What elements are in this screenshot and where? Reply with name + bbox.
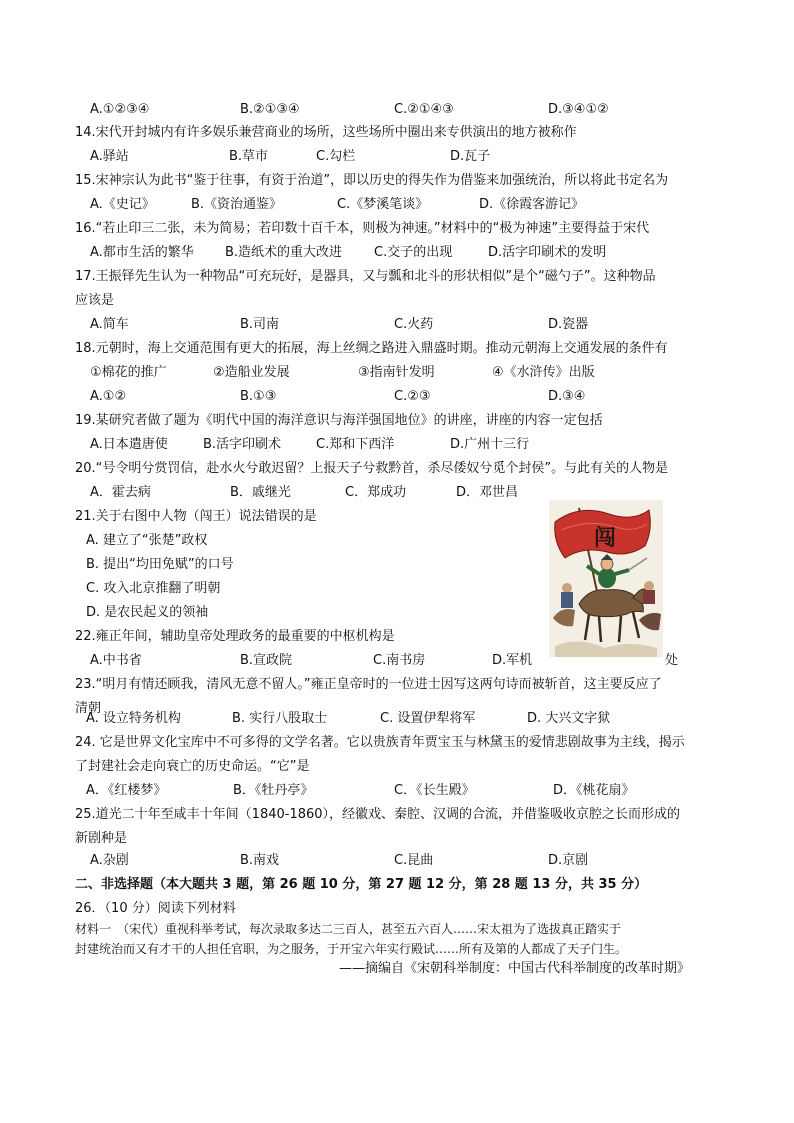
q21-option-d: D. 是农民起义的领袖 <box>86 605 209 620</box>
q18-option-a: A.①② <box>90 389 127 404</box>
q20-stem: 20.“号令明兮赏罚信，赴水火兮敢迟留？上报天子兮救黔首，杀尽倭奴兮觅个封侯”。与此有关的人物是 <box>75 461 669 476</box>
q25-stem-line2: 新剧种是 <box>75 831 128 846</box>
q18-item-2: ②造船业发展 <box>213 365 290 380</box>
q22-option-c: C.南书房 <box>373 653 426 668</box>
q17-option-c: C.火药 <box>394 317 434 332</box>
q25-option-b: B.南戏 <box>240 853 280 868</box>
q17-option-d: D.瓷器 <box>548 317 589 332</box>
q19-stem: 19.某研究者做了题为《明代中国的海洋意识与海洋强国地位》的讲座，讲座的内容一定包括 <box>75 413 603 428</box>
q20-option-a: A．霍去病 <box>90 485 151 500</box>
q15-option-d: D.《徐霞客游记》 <box>479 197 585 212</box>
q17-option-a: A.简车 <box>90 317 129 332</box>
q21-stem: 21.关于右图中人物（闯王）说法错误的是 <box>75 509 317 524</box>
q26-material-line1: 材料一 （宋代）重视科举考试，每次录取多达二三百人，甚至五六百人……宋太祖为了选拔真正踏实于 <box>75 922 622 936</box>
q15-option-a: A.《史记》 <box>90 197 155 212</box>
q21-option-a: A. 建立了“张楚”政权 <box>86 533 208 548</box>
banner-character: 闯 <box>593 525 617 551</box>
q24-option-b: B．《牡丹亭》 <box>233 783 314 798</box>
chuang-wang-illustration <box>549 500 663 657</box>
q15-stem: 15.宋神宗认为此书“鉴于往事，有资于治道”，即以历史的得失作为借鉴来加强统治，所以将此书定名为 <box>75 173 669 188</box>
q25-stem-line1: 25.道光二十年至咸丰十年间（1840-1860），经徽戏、秦腔、汉调的合流，并借鉴吸收京腔之长而形成的 <box>75 807 681 822</box>
q19-option-c: C.郑和下西洋 <box>316 437 395 452</box>
q18-option-d: D.③④ <box>548 389 586 404</box>
q23-option-a: A. 设立特务机构 <box>86 711 181 726</box>
q25-option-d: D.京剧 <box>548 853 589 868</box>
q20-option-c: C．郑成功 <box>345 485 407 500</box>
q16-option-d: D.活字印刷术的发明 <box>488 245 607 260</box>
q24-stem-line1: 24. 它是世界文化宝库中不可多得的文学名著。它以贵族青年贾宝玉与林黛玉的爱情悲剧故事为主线，揭示 <box>75 735 685 750</box>
q18-item-1: ①棉花的推广 <box>90 365 167 380</box>
q18-item-4: ④《水浒传》出版 <box>492 365 595 380</box>
q22-stem: 22.雍正年间，辅助皇帝处理政务的最重要的中枢机构是 <box>75 629 395 644</box>
q19-option-d: D.广州十三行 <box>450 437 530 452</box>
q16-option-c: C.交子的出现 <box>374 245 453 260</box>
section-heading: 二、非选择题（本大题共 3 题，第 26 题 10 分，第 27 题 12 分，第 28 题 13 分，共 35 分） <box>75 877 648 892</box>
q16-option-b: B.造纸术的重大改进 <box>225 245 343 260</box>
q26-material-line2: 封建统治而又有才干的人担任官职，为之服务，于开宝六年实行殿试……所有及第的人都成了天子门生。 <box>75 942 628 956</box>
q18-item-3: ③指南针发明 <box>358 365 435 380</box>
q21-option-c: C. 攻入北京推翻了明朝 <box>86 581 221 596</box>
q15-option-b: B.《资治通鉴》 <box>191 197 283 212</box>
q18-stem: 18.元朝时，海上交通范围有更大的拓展，海上丝绸之路进入鼎盛时期。推动元朝海上交通发展的条件有 <box>75 341 668 356</box>
q17-stem-line2: 应该是 <box>75 293 115 308</box>
q22-option-b: B.宣政院 <box>240 653 293 668</box>
q15-option-c: C.《梦溪笔谈》 <box>337 197 429 212</box>
q23-stem-line2: 清朝 <box>75 701 102 716</box>
q13-option-c: C.②①④③ <box>394 102 454 117</box>
q24-stem-line2: 了封建社会走向衰亡的历史命运。“它”是 <box>75 759 310 774</box>
q23-option-b: B. 实行八股取士 <box>232 711 328 726</box>
q21-option-b: B. 提出“均田免赋”的口号 <box>86 557 234 572</box>
q16-stem: 16.“若止印三二张，未为简易；若印数十百千本，则极为神速。”材料中的“极为神速”主要得益于宋代 <box>75 221 650 236</box>
q19-option-b: B.活字印刷术 <box>203 437 282 452</box>
q24-option-a: A．《红楼梦》 <box>86 783 167 798</box>
q13-option-d: D.③④①② <box>548 102 609 117</box>
q14-option-b: B.草市 <box>229 149 269 164</box>
q22-option-d: D.军机 <box>492 653 533 668</box>
q26-source: ——摘编自《宋朝科举制度：中国古代科举制度的改革时期》 <box>339 961 691 976</box>
q14-option-a: A.驿站 <box>90 149 129 164</box>
q23-option-d: D. 大兴文字狱 <box>527 711 611 726</box>
q20-option-d: D．邓世昌 <box>456 485 519 500</box>
q17-option-b: B.司南 <box>240 317 280 332</box>
q13-option-b: B.②①③④ <box>240 102 300 117</box>
q23-option-c: C. 设置伊犁将军 <box>380 711 476 726</box>
q14-stem: 14.宋代开封城内有许多娱乐兼营商业的场所，这些场所中圈出来专供演出的地方被称作 <box>75 125 577 140</box>
q14-option-c: C.勾栏 <box>316 149 356 164</box>
q17-stem-line1: 17.王振铎先生认为一种物品“可充玩好，是器具，又与瓢和北斗的形状相似”是个“磁勺子”。这种物品 <box>75 269 656 284</box>
q16-option-a: A.都市生活的繁华 <box>90 245 194 260</box>
q24-option-d: D．《桃花扇》 <box>553 783 635 798</box>
q26-stem: 26．（10 分）阅读下列材料 <box>75 901 236 916</box>
q25-option-a: A.杂剧 <box>90 853 129 868</box>
q23-stem-line1: 23.“明月有情还顾我，清风无意不留人。”雍正皇帝时的一位进士因写这两句诗而被斩首，这主要反应了 <box>75 677 662 692</box>
q14-option-d: D.瓦子 <box>450 149 491 164</box>
q24-option-c: C．《长生殿》 <box>394 783 475 798</box>
q18-option-c: C.②③ <box>394 389 431 404</box>
q13-option-a: A.①②③④ <box>90 102 150 117</box>
q18-option-b: B.①③ <box>240 389 277 404</box>
q22-option-a: A.中书省 <box>90 653 142 668</box>
q20-option-b: B．戚继光 <box>230 485 291 500</box>
q19-option-a: A.日本遣唐使 <box>90 437 168 452</box>
q22-option-d-tail: 处 <box>665 653 679 668</box>
q25-option-c: C.昆曲 <box>394 853 434 868</box>
